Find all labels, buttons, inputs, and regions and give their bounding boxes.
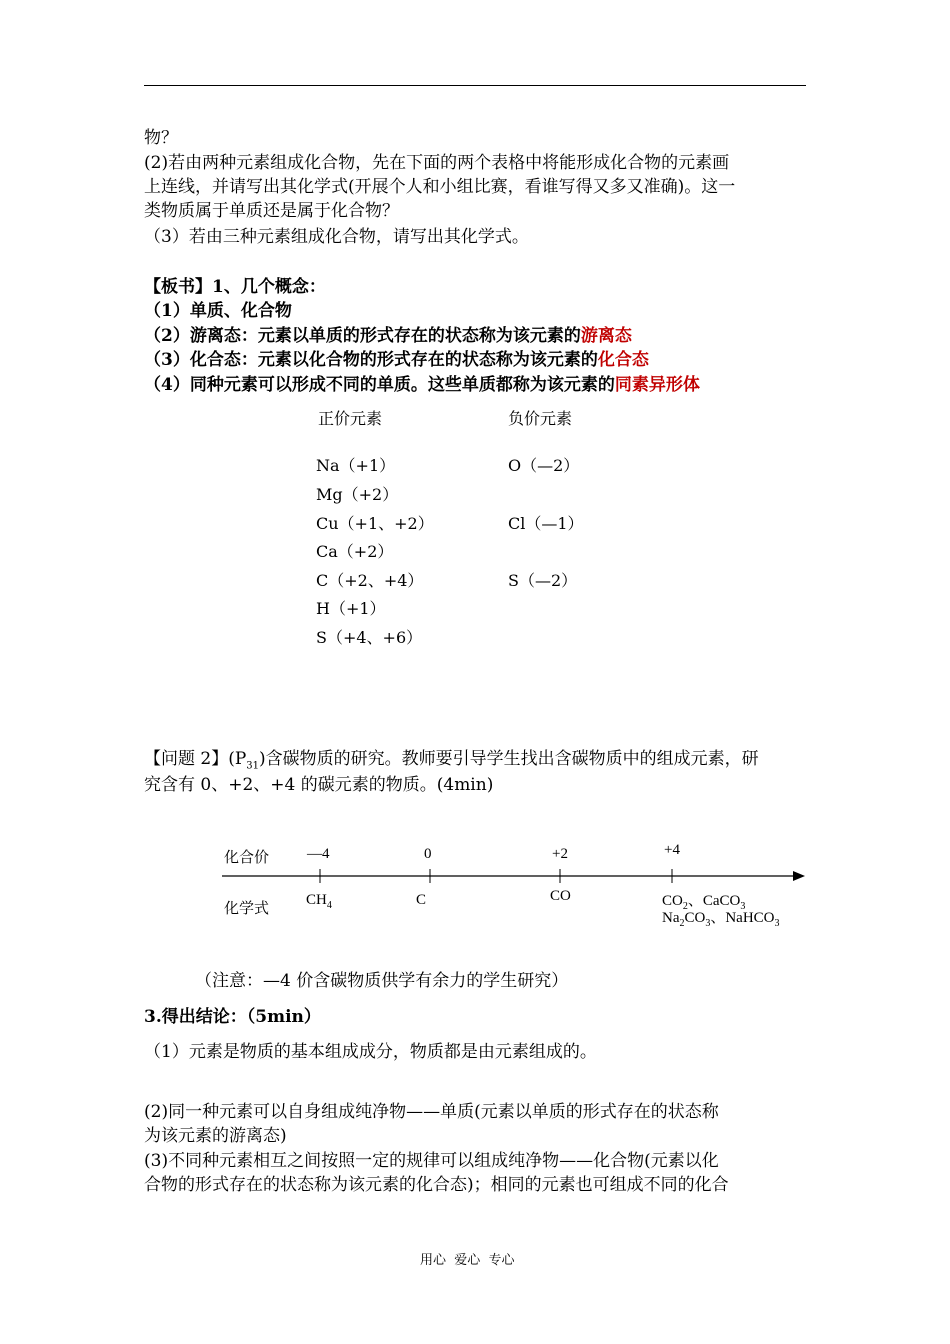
intro-line-2: 上连线，并请写出其化学式(开展个人和小组比赛，看谁写得又多又准确)。这一	[144, 177, 736, 197]
axis-arrow	[793, 871, 805, 881]
conclusion-2a: (2)同一种元素可以自身组成纯净物——单质(元素以单质的形式存在的状态称	[144, 1102, 719, 1122]
question2-page-sub: 31	[246, 760, 260, 772]
formula-co2-sub: 2	[682, 901, 688, 912]
formula-ch4-sub: 4	[326, 900, 332, 911]
positive-element: S（+4、+6）	[316, 628, 423, 647]
intro-line-3: 类物质属于单质还是属于化合物？	[144, 201, 399, 221]
conclusion-2b: 为该元素的游离态)	[144, 1126, 287, 1146]
question2-rest: )含碳物质的研究。教师要引导学生找出含碳物质中的组成元素，研	[259, 749, 759, 769]
conclusion-3a: (3)不同种元素相互之间按照一定的规律可以组成纯净物——化合物(元素以化	[144, 1151, 719, 1171]
conclusion-title: 3.得出结论：（5min）	[144, 1007, 321, 1027]
board-item-1: （1）单质、化合物	[144, 301, 292, 321]
board-item-4-text: （4）同种元素可以形成不同的单质。这些单质都称为该元素的	[144, 375, 615, 395]
board-item-2-text: （2）游离态：元素以单质的形式存在的状态称为该元素的	[144, 326, 581, 346]
conclusion-1: （1）元素是物质的基本组成成分，物质都是由元素组成的。	[144, 1042, 597, 1062]
question2-prefix: 【问题 2】(P	[144, 749, 247, 769]
formula-ch4-text: CH	[306, 892, 327, 908]
negative-element: O（—2）	[508, 456, 580, 475]
positive-element: H（+1）	[316, 599, 386, 618]
positive-header: 正价元素	[318, 409, 383, 428]
board-item-3-text: （3）化合态：元素以化合物的形式存在的状态称为该元素的	[144, 350, 598, 370]
valence-value: +4	[664, 842, 680, 858]
positive-element: Ca（+2）	[316, 542, 394, 561]
positive-element: C（+2、+4）	[316, 571, 424, 590]
formula-caco3-sub: 3	[740, 901, 746, 912]
formula-na-sub: 2	[679, 918, 685, 929]
intro-line-4: （3）若由三种元素组成化合物，请写出其化学式。	[144, 227, 529, 247]
page-footer: 用心 爱心 专心	[420, 1253, 515, 1268]
formula-c: C	[416, 892, 427, 908]
valence-value: —4	[307, 846, 330, 862]
note: （注意：—4 价含碳物质供学有余力的学生研究）	[195, 971, 569, 991]
conclusion-3b: 合物的形式存在的状态称为该元素的化合态)；相同的元素也可组成不同的化合	[144, 1175, 729, 1195]
board-title: 【板书】1、几个概念：	[144, 277, 326, 297]
valence-value: 0	[424, 846, 432, 862]
valence-value: +2	[552, 846, 568, 862]
intro-line-0: 物？	[144, 128, 178, 148]
formula-co3-sub: 3	[705, 918, 711, 929]
formula-ch4	[306, 892, 332, 911]
negative-element: Cl（—1）	[508, 514, 584, 533]
formula-na-text: Na	[662, 910, 680, 926]
formula-nahco3-sub: 3	[774, 918, 780, 929]
formula-caco3-text: 、CaCO	[687, 893, 741, 909]
board-item-2-term: 游离态	[580, 326, 632, 346]
formula-na2co3-nahco3	[662, 906, 780, 929]
negative-header: 负价元素	[508, 409, 573, 428]
intro-line-1: (2)若由两种元素组成化合物，先在下面的两个表格中将能形成化合物的元素画	[144, 153, 730, 173]
positive-element: Cu（+1、+2）	[316, 514, 434, 533]
valence-label: 化合价	[224, 848, 270, 866]
formula-co2-text: CO	[662, 893, 683, 909]
formula-label: 化学式	[224, 899, 270, 917]
formula-co: CO	[550, 888, 571, 904]
positive-element: Na（+1）	[316, 456, 396, 475]
question2-line-2: 究含有 0、+2、+4 的碳元素的物质。(4min)	[144, 775, 494, 795]
positive-element: Mg（+2）	[316, 485, 399, 504]
board-item-4-term: 同素异形体	[614, 375, 700, 395]
formula-nahco3-text: 、NaHCO	[710, 910, 775, 926]
formula-co3-text: CO	[684, 910, 706, 926]
board-item-3-term: 化合态	[597, 350, 649, 370]
negative-element: S（—2）	[508, 571, 578, 590]
